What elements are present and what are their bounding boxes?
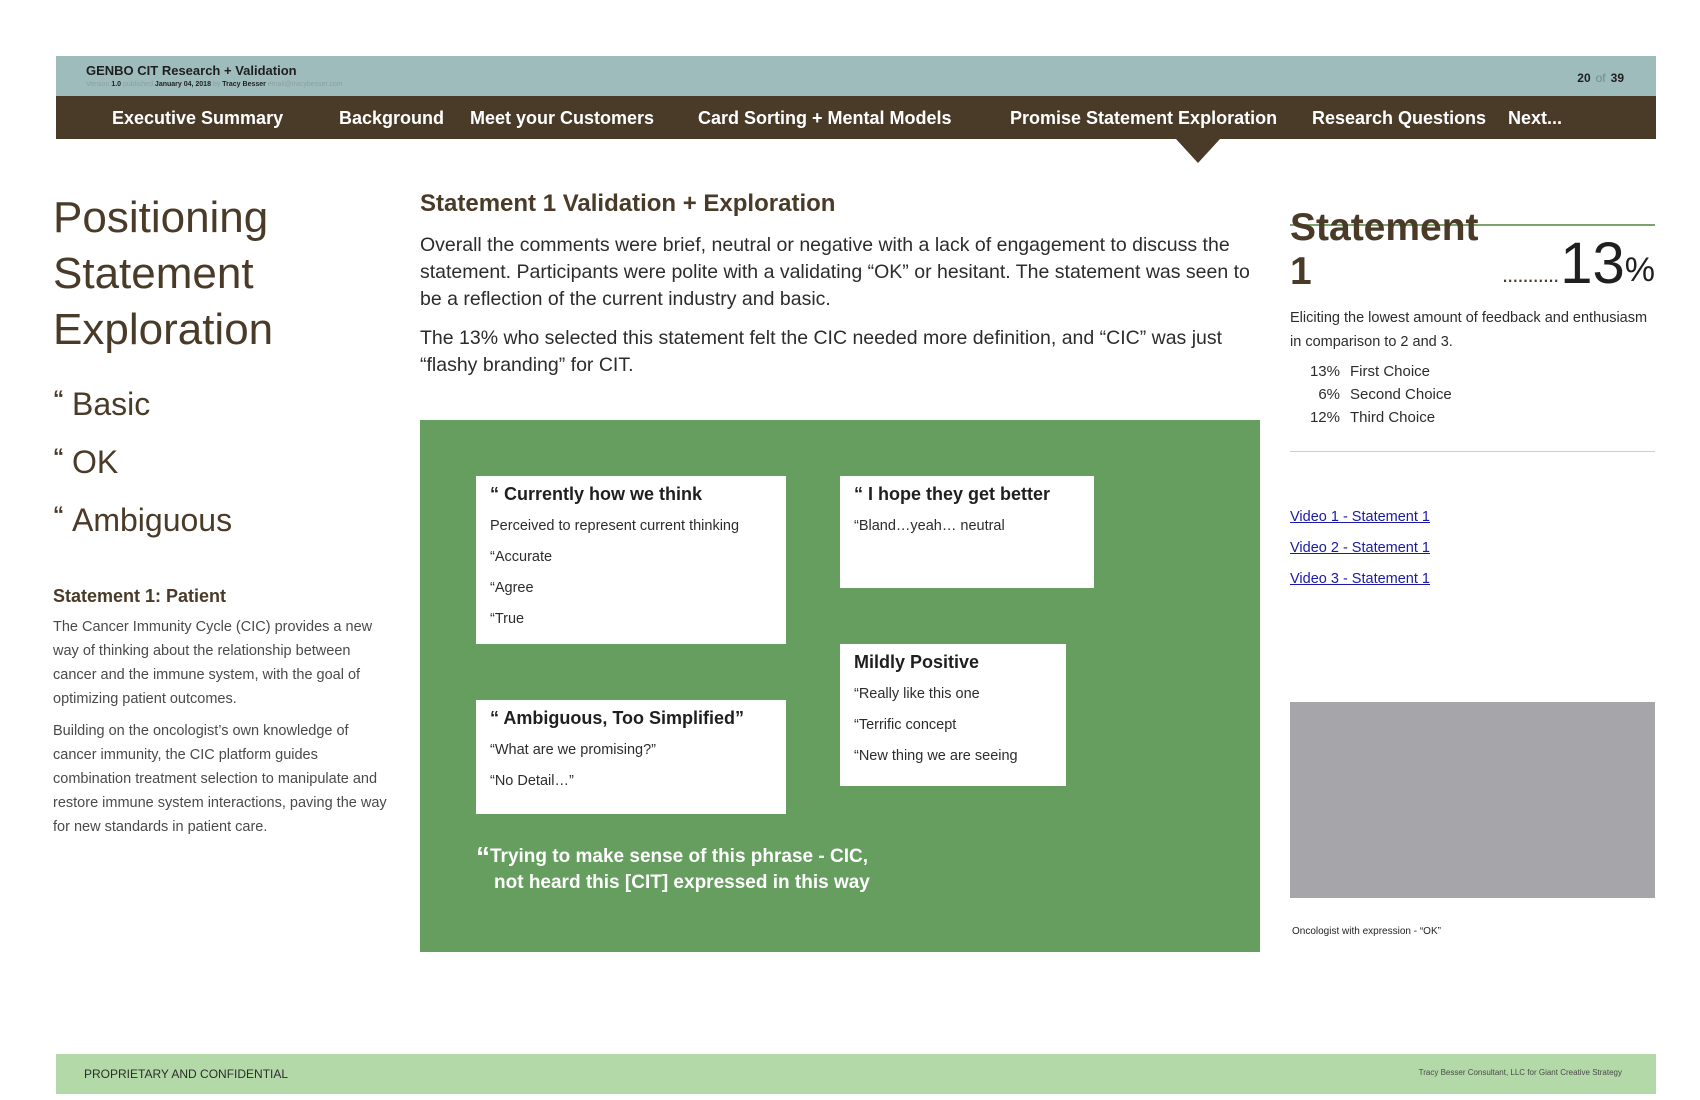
right-column xyxy=(1290,206,1655,595)
card-line: “Bland…yeah… neutral xyxy=(854,518,1005,534)
stat-unit: % xyxy=(1624,251,1655,289)
card-line: Perceived to represent current thinking xyxy=(490,518,740,534)
participant-quote xyxy=(476,841,870,896)
version-label: Version xyxy=(86,81,110,88)
stat-value: 13 xyxy=(1560,231,1625,296)
keyword-quote: “ OK xyxy=(53,444,119,480)
card-line: “True xyxy=(490,611,525,627)
video-link-1[interactable]: Video 1 - Statement 1 xyxy=(1290,509,1430,525)
patient-paragraph: The Cancer Immunity Cycle (CIC) provides a new way of thinking about the relationship between cancer and the immune system, with the goal of optimizing patient outcomes. xyxy=(53,619,373,707)
nav-meet-your-customers[interactable]: Meet your Customers xyxy=(470,108,655,128)
card-line: “Really like this one xyxy=(854,686,980,702)
page-total: 39 xyxy=(1610,71,1624,85)
page-title-line: Statement xyxy=(53,249,254,298)
choice-breakdown xyxy=(1290,360,1655,429)
quote-text: Trying to make sense of this phrase - CIC, xyxy=(490,846,868,867)
stat-description: Eliciting the lowest amount of feedback and enthusiasm in comparison to 2 and 3. xyxy=(1290,310,1648,350)
active-nav-indicator xyxy=(1176,139,1220,163)
page-title-line: Exploration xyxy=(53,305,274,354)
video-link-3[interactable]: Video 3 - Statement 1 xyxy=(1290,571,1430,587)
choice-label: Third Choice xyxy=(1350,409,1436,426)
nav-research-questions[interactable]: Research Questions xyxy=(1312,108,1487,128)
feedback-card-hope-better xyxy=(840,476,1094,588)
choice-label: First Choice xyxy=(1350,363,1431,380)
patient-body xyxy=(53,615,393,839)
quote-mark-icon: “ xyxy=(53,444,64,469)
page-counter xyxy=(1577,71,1624,85)
patient-paragraph: Building on the oncologist’s own knowledge of cancer immunity, the CIC platform guides combination treatment selection to manipulate and restore immune system interactions, paving the way for new standards in patient care. xyxy=(53,723,387,835)
choice-pct: 13% xyxy=(1309,363,1340,380)
by-label: by xyxy=(212,81,221,88)
choice-label: Second Choice xyxy=(1350,386,1452,403)
nav-background[interactable]: Background xyxy=(339,108,445,128)
card-line: “What are we promising?” xyxy=(490,742,656,758)
page-title-line: Positioning xyxy=(53,193,269,242)
nav-executive-summary[interactable]: Executive Summary xyxy=(112,108,284,128)
choice-row xyxy=(1290,383,1655,406)
feedback-panel xyxy=(420,420,1260,952)
quote-mark-icon: “ xyxy=(53,386,64,411)
nav-promise-statement-exploration[interactable]: Promise Statement Exploration xyxy=(1010,108,1278,128)
stat-label: Statement 1 xyxy=(1290,206,1479,293)
section-heading: Statement 1 Validation + Exploration xyxy=(420,190,836,217)
stat-dots: ........... xyxy=(1502,262,1559,287)
quote-text: not heard this [CIT] expressed in this way xyxy=(494,872,870,893)
card-title: “ Currently how we think xyxy=(490,484,703,504)
card-line: “Agree xyxy=(490,580,534,596)
photo-caption: Oncologist with expression - “OK” xyxy=(1292,926,1441,937)
footer-credit: Tracy Besser Consultant, LLC for Giant Creative Strategy xyxy=(1418,1068,1622,1077)
page-footer xyxy=(56,1054,1656,1094)
version-value: 1.0 xyxy=(111,81,122,88)
keyword-quote: “ Basic xyxy=(53,386,151,422)
page-current: 20 xyxy=(1577,71,1591,85)
video-links xyxy=(1290,502,1655,595)
video-link-2[interactable]: Video 2 - Statement 1 xyxy=(1290,540,1430,556)
choice-pct: 12% xyxy=(1309,409,1340,426)
document-meta xyxy=(86,81,343,88)
card-title: “ I hope they get better xyxy=(854,484,1051,504)
feedback-card-ambiguous xyxy=(476,700,786,814)
summary-paragraph: Overall the comments were brief, neutral or negative with a lack of engagement to discuss the statement. Participants were polite with a validating “OK” or hesitant. The statement was seen to be a reflection of the current industry and basic. xyxy=(420,234,1250,310)
card-line: “New thing we are seeing xyxy=(854,748,1018,764)
patient-heading: Statement 1: Patient xyxy=(53,586,227,606)
published-label: published xyxy=(123,81,153,88)
choice-row xyxy=(1290,406,1655,429)
card-title: Mildly Positive xyxy=(854,652,980,672)
card-title: “ Ambiguous, Too Simplified” xyxy=(490,708,744,728)
choice-pct: 6% xyxy=(1318,386,1340,403)
author-name: Tracy Besser xyxy=(222,81,266,88)
quote-mark-icon: “ xyxy=(53,502,64,527)
nav-card-sorting[interactable]: Card Sorting + Mental Models xyxy=(698,108,952,128)
choice-row xyxy=(1290,360,1655,383)
document-title: GENBO CIT Research + Validation xyxy=(86,63,297,78)
statement-stat xyxy=(1290,206,1655,296)
main-nav xyxy=(56,96,1656,139)
card-line: “No Detail…” xyxy=(490,773,574,789)
quote-mark-icon: “ xyxy=(476,841,490,872)
summary-paragraph: The 13% who selected this statement felt the CIC needed more definition, and “CIC” was just “flashy branding” for CIT. xyxy=(420,327,1223,376)
card-line: “Accurate xyxy=(490,549,553,565)
left-column xyxy=(53,190,393,839)
divider xyxy=(1290,451,1655,452)
center-column xyxy=(420,190,1250,379)
feedback-card-current-thinking xyxy=(476,476,786,644)
card-line: “Terrific concept xyxy=(854,717,957,733)
document-header xyxy=(56,56,1656,96)
confidential-label: PROPRIETARY AND CONFIDENTIAL xyxy=(84,1067,289,1081)
keyword-quote: “ Ambiguous xyxy=(53,502,233,538)
author-email: email@tracybesser.com xyxy=(267,81,343,88)
nav-next[interactable]: Next... xyxy=(1508,108,1563,128)
publish-date: January 04, 2018 xyxy=(154,81,211,88)
page-of-label: of xyxy=(1595,71,1606,85)
page-title xyxy=(53,190,393,358)
feedback-card-mildly-positive xyxy=(840,644,1066,786)
oncologist-photo-placeholder xyxy=(1290,702,1655,898)
keyword-quotes xyxy=(53,386,393,560)
